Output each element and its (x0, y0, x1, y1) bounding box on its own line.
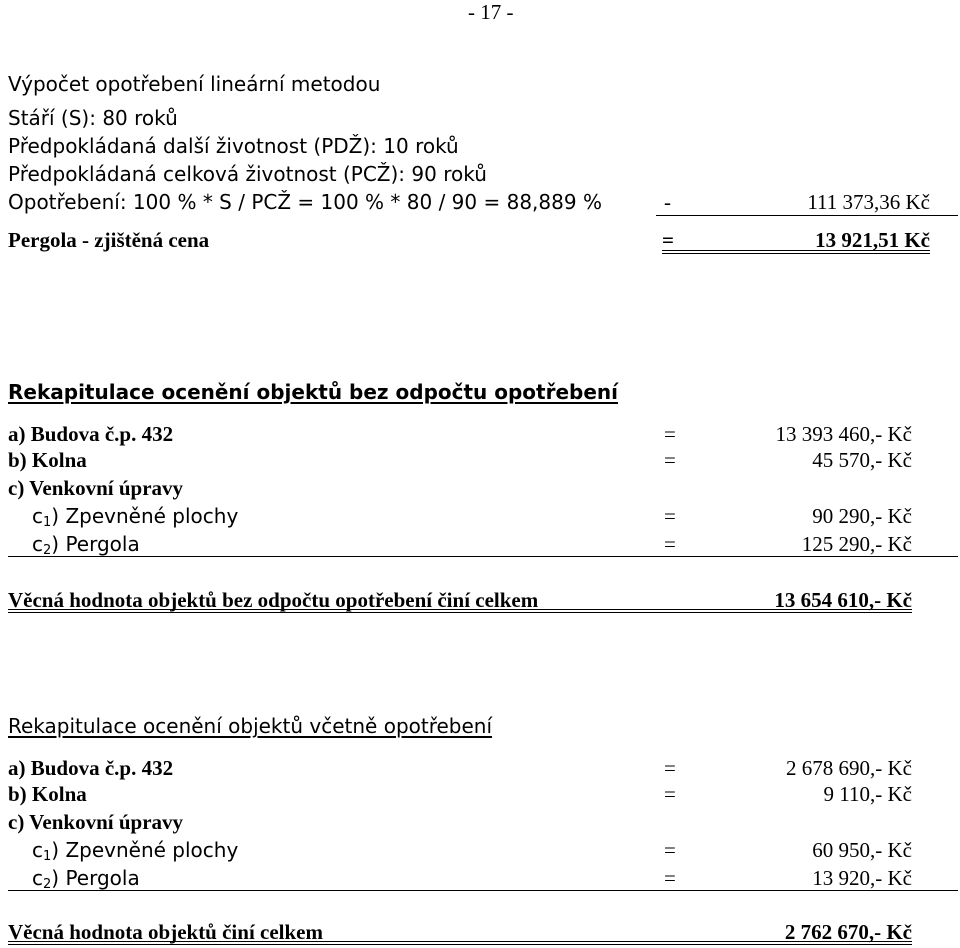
recap-no-wear-item-b-label: b) Kolna (8, 448, 87, 472)
recap-no-wear-item-b-value: 45 570,- Kč (812, 448, 912, 472)
recap-with-wear-total-rule-2 (8, 944, 912, 945)
recap-no-wear-heading: Rekapitulace ocenění objektů bez odpočtu opotřebení (8, 380, 618, 404)
recap-no-wear-item-c1-label: $c_1$) Zpevněné plochy (32, 504, 239, 530)
wear-rule (656, 215, 958, 216)
recap-no-wear-item-b-sign: = (664, 448, 676, 472)
recap-no-wear-total-rule-2 (8, 612, 912, 613)
recap-with-wear-total-rule-1 (8, 941, 912, 942)
recap-with-wear-total-label: Věcná hodnota objektů činí celkem (8, 920, 323, 944)
recap-with-wear-item-a-label: a) Budova č.p. 432 (8, 756, 174, 780)
recap-with-wear-item-b-value: 9 110,- Kč (823, 782, 912, 806)
calc-age: Stáří (S): 80 roků (8, 106, 178, 130)
recap-no-wear-item-c2-label: $c_2$) Pergola (32, 532, 140, 558)
result-rule-2 (662, 253, 930, 254)
recap-no-wear-item-a-sign: = (664, 422, 676, 446)
recap-with-wear-rule (8, 890, 958, 891)
recap-with-wear-item-c-label: c) Venkovní úpravy (8, 810, 184, 834)
recap-no-wear-total-value: 13 654 610,- Kč (774, 588, 912, 612)
recap-no-wear-item-c1-value: 90 290,- Kč (812, 504, 912, 528)
calc-title: Výpočet opotřebení lineární metodou (8, 72, 381, 96)
recap-with-wear-item-c2-label: $c_2$) Pergola (32, 866, 140, 892)
calc-result-label: Pergola - zjištěná cena (8, 228, 210, 252)
calc-total-life: Předpokládaná celková životnost (PCŽ): 90 roků (8, 162, 487, 186)
calc-remaining-life: Předpokládaná další životnost (PDŽ): 10 roků (8, 134, 459, 158)
calc-wear-sign: - (664, 190, 671, 214)
recap-with-wear-item-c2-value: 13 920,- Kč (812, 866, 912, 890)
recap-no-wear-rule (8, 556, 958, 557)
calc-wear-value: 111 373,36 Kč (807, 190, 930, 214)
recap-with-wear-item-c1-sign: = (664, 838, 676, 862)
recap-with-wear-item-c2-sign: = (664, 866, 676, 890)
recap-no-wear-item-a-label: a) Budova č.p. 432 (8, 422, 174, 446)
calc-result-value: 13 921,51 Kč (815, 228, 930, 252)
page-number: - 17 - (468, 0, 514, 24)
recap-no-wear-item-c-label: c) Venkovní úpravy (8, 476, 184, 500)
recap-with-wear-heading: Rekapitulace ocenění objektů včetně opotřebení (8, 714, 493, 738)
recap-with-wear-item-a-sign: = (664, 756, 676, 780)
recap-no-wear-item-a-value: 13 393 460,- Kč (775, 422, 912, 446)
recap-with-wear-item-a-value: 2 678 690,- Kč (786, 756, 912, 780)
recap-with-wear-item-c1-label: $c_1$) Zpevněné plochy (32, 838, 239, 864)
calc-wear-formula: Opotřebení: 100 % * S / PCŽ = 100 % * 80 / 90 = 88,889 % (8, 190, 602, 214)
calc-result-sign: = (662, 228, 674, 252)
recap-with-wear-total-value: 2 762 670,- Kč (784, 920, 912, 944)
recap-with-wear-item-c1-value: 60 950,- Kč (812, 838, 912, 862)
recap-no-wear-total-rule-1 (8, 609, 912, 610)
recap-with-wear-item-b-sign: = (664, 782, 676, 806)
recap-no-wear-total-label: Věcná hodnota objektů bez odpočtu opotřebení činí celkem (8, 588, 539, 612)
result-rule-1 (662, 250, 930, 251)
recap-no-wear-item-c2-sign: = (664, 532, 676, 556)
recap-with-wear-item-b-label: b) Kolna (8, 782, 87, 806)
recap-no-wear-item-c2-value: 125 290,- Kč (801, 532, 912, 556)
recap-no-wear-item-c1-sign: = (664, 504, 676, 528)
